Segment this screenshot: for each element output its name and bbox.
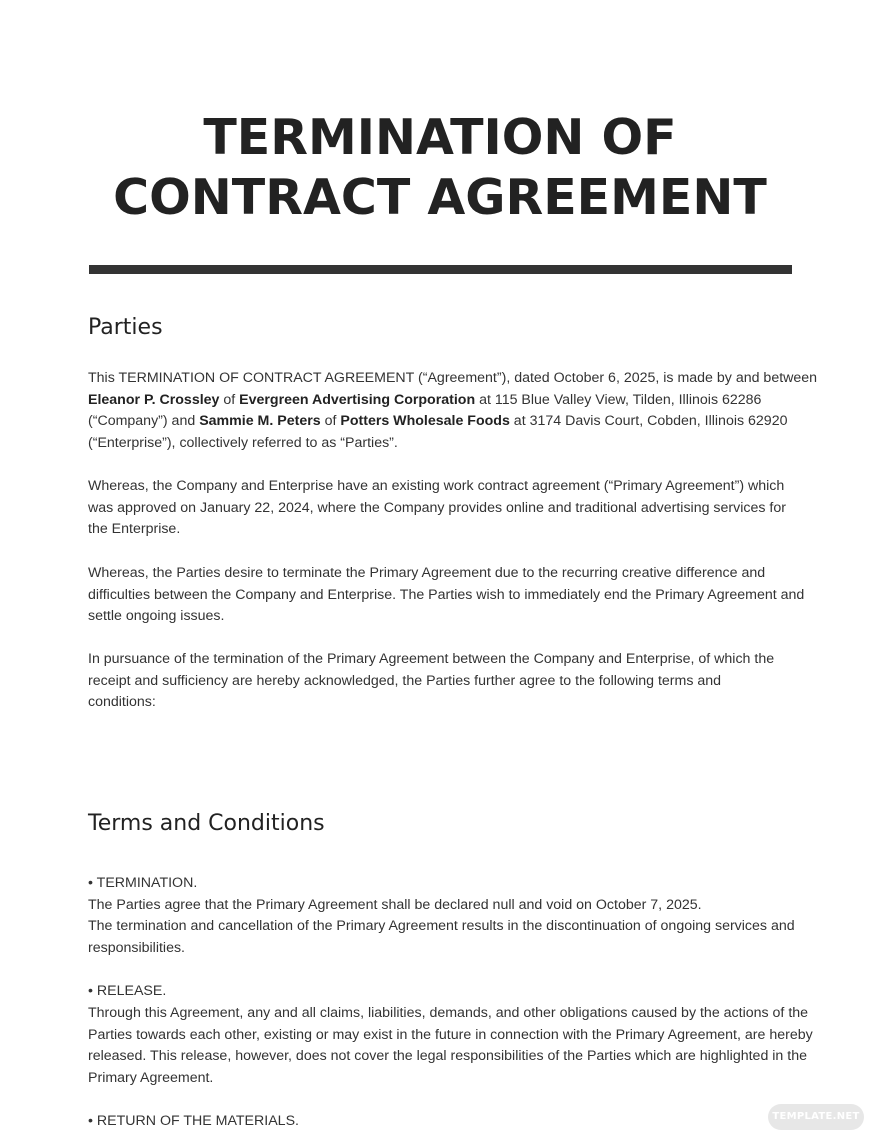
parties-intro-paragraph [88,368,818,454]
whereas-paragraph-2: Whereas, the Parties desire to terminate the Primary Agreement due to the recurring creative difference and difficulties between the Company and Enterprise. The Parties wish to immediately end the Primary Agreement and settle ongoing issues. [88,565,805,625]
termination-line-2: The termination and cancellation of the Primary Agreement results in the discontinuation of ongoing services and responsibilities. [88,918,795,956]
party1-name: Eleanor P. Crossley [88,391,220,408]
parties-heading: Parties [88,315,163,340]
intro-text-1: This TERMINATION OF CONTRACT AGREEMENT (“Agreement”), dated October 6, 2025, is made by and between [88,370,818,386]
intro-text-3: at 115 Blue Valley View, Tilden, Illinois 62286 (“Company”) and [88,391,762,430]
party2-name: Sammie M. Peters [199,413,321,430]
intro-text-2: of [219,391,240,408]
termination-label: • TERMINATION. [88,875,198,891]
whereas-paragraph-1: Whereas, the Company and Enterprise have an existing work contract agreement (“Primary Agreement”) which was approved on January 22, 2024, where the Company provides online and traditional advertising services for the Enterprise. [88,478,786,538]
party1-company: Evergreen Advertising Corporation [239,391,476,408]
return-materials-label: • RETURN OF THE MATERIALS. [88,1113,299,1129]
release-label: • RELEASE. [88,983,167,999]
termination-line-1: The Parties agree that the Primary Agreement shall be declared null and void on October 7, 2025. [88,897,702,913]
party2-company: Potters Wholesale Foods [340,413,510,430]
release-text: Through this Agreement, any and all claims, liabilities, demands, and other obligations caused by the actions of the Parties towards each other, existing or may exist in the future in connection with the Primary Agreement, are hereby released. This release, however, does not cover the legal responsibilities of the Parties which are highlighted in the Primary Agreement. [88,1005,813,1086]
intro-text-5: at 3174 Davis Court, Cobden, Illinois 62920 (“Enterprise”), collectively referred to as “Parties”. [88,413,788,451]
pursuance-paragraph: In pursuance of the termination of the Primary Agreement between the Company and Enterprise, of which the receipt and sufficiency are hereby acknowledged, the Parties further agree to the following terms and conditions: [88,651,775,711]
title-divider [89,265,792,274]
terms-heading: Terms and Conditions [88,811,325,836]
watermark-badge: TEMPLATE.NET [768,1104,864,1130]
intro-text-4: of [320,413,341,430]
document-title: TERMINATION OF CONTRACT AGREEMENT [113,109,767,226]
